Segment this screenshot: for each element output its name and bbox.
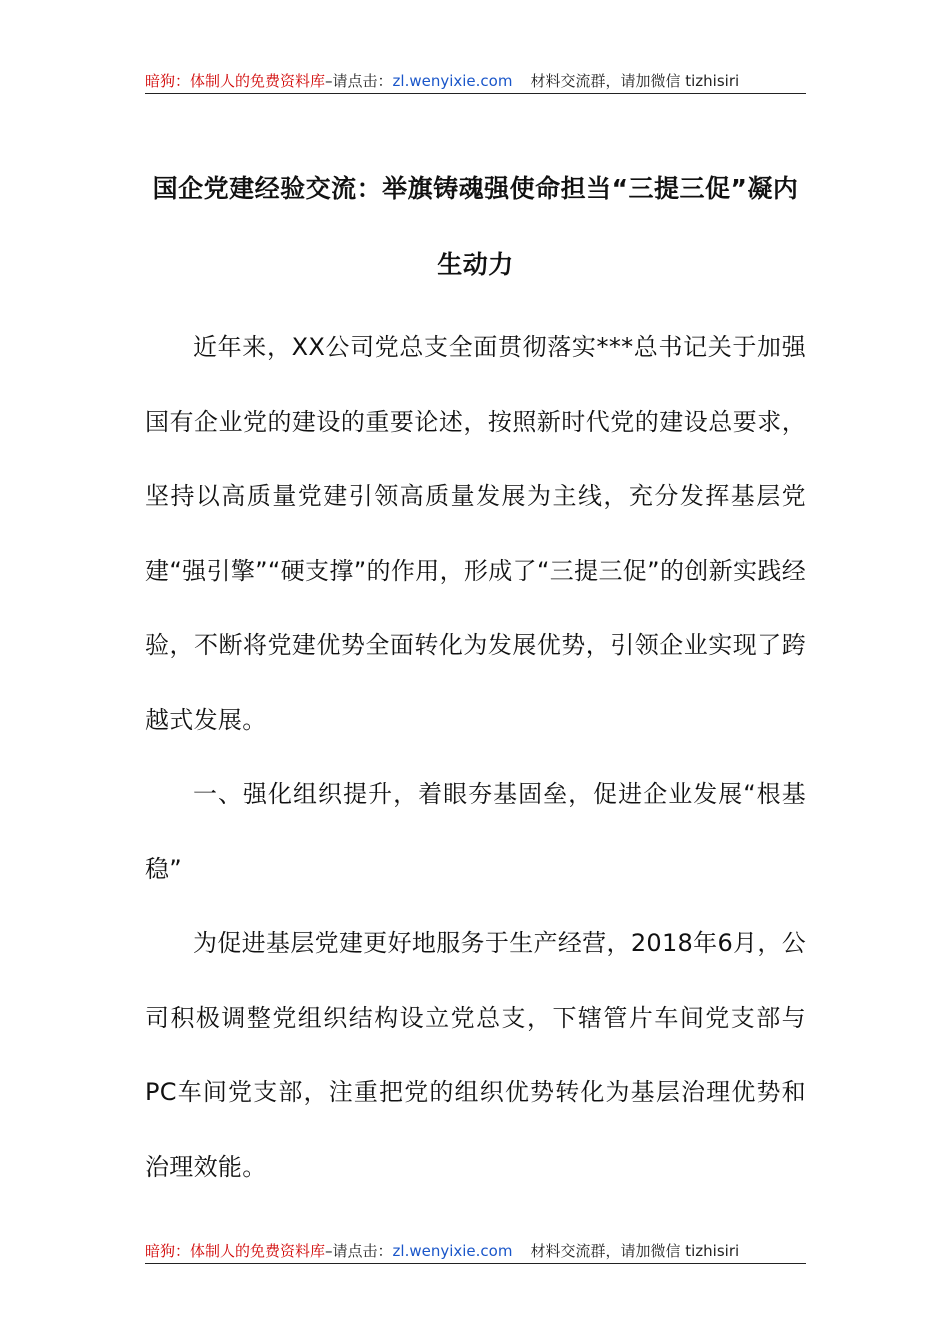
footer-link[interactable]: zl.wenyixie.com bbox=[392, 1242, 513, 1260]
page-header bbox=[145, 71, 806, 94]
document-body bbox=[145, 310, 806, 1204]
document-title: 国企党建经验交流：举旗铸魂强使命担当“三提三促”凝内生动力 bbox=[152, 174, 799, 279]
paragraph: 近年来，XX公司党总支全面贯彻落实***总书记关于加强国有企业党的建设的重要论述，按照新时代党的建设总要求，坚持以高质量党建引领高质量发展为主线，充分发挥基层党建“强引擎”“硬支撑”的作用，形成了“三提三促”的创新实践经验，不断将党建优势全面转化为发展优势，引领企业实现了跨越式发展。 bbox=[145, 333, 806, 734]
paragraph: 为促进基层党建更好地服务于生产经营，2018年6月，公司积极调整党组织结构设立党总支，下辖管片车间党支部与PC车间党支部，注重把党的组织优势转化为基层治理优势和治理效能。 bbox=[145, 929, 806, 1181]
header-contact: 材料交流群，请加微信 tizhisiri bbox=[530, 72, 740, 90]
footer-prompt: –请点击： bbox=[325, 1242, 393, 1260]
section-heading: 一、强化组织提升，着眼夯基固垒，促进企业发展“根基稳” bbox=[145, 780, 806, 883]
header-prompt: –请点击： bbox=[325, 72, 393, 90]
footer-contact: 材料交流群，请加微信 tizhisiri bbox=[530, 1242, 740, 1260]
page-footer bbox=[145, 1241, 806, 1264]
header-brand: 暗狗：体制人的免费资料库 bbox=[145, 72, 326, 90]
footer-brand: 暗狗：体制人的免费资料库 bbox=[145, 1242, 326, 1260]
header-link[interactable]: zl.wenyixie.com bbox=[392, 72, 513, 90]
